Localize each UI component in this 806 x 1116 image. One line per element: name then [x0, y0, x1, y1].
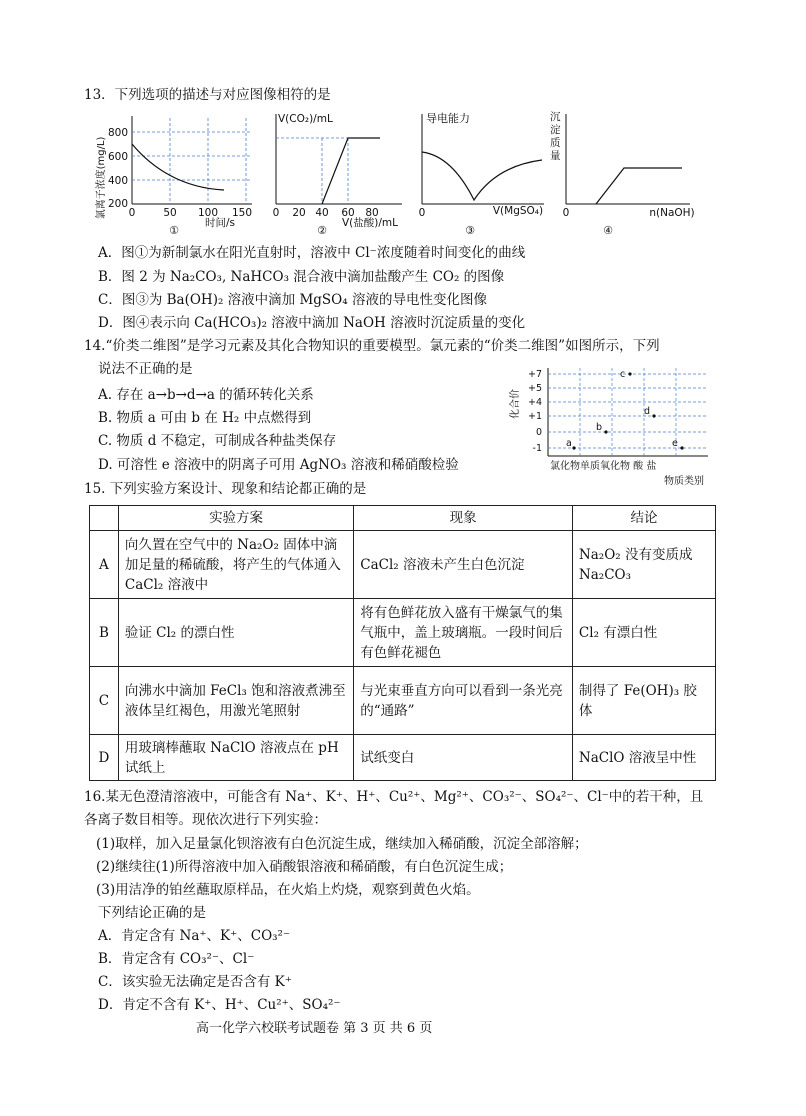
- q14-option-c: C. 物质 d 不稳定，可制成各种盐类保存: [98, 433, 337, 449]
- q16-stem-line2: 各离子数目相等。现依次进行下列实验：: [84, 812, 327, 828]
- row-key: A: [90, 531, 119, 599]
- graph1-ytick: 800: [107, 127, 128, 139]
- chart-point-label: d: [644, 406, 651, 417]
- chart-point-a: [572, 446, 575, 449]
- chart-point-label: c: [620, 369, 626, 380]
- table-row: [90, 667, 716, 735]
- chart-ytick: +4: [527, 397, 542, 408]
- q13-stem: 13．下列选项的描述与对应图像相符的是: [84, 87, 331, 103]
- q16-stem-line1: 16.某无色澄清溶液中，可能含有 Na⁺、K⁺、H⁺、Cu²⁺、Mg²⁺、CO₃²⁻、SO₄²⁻、Cl⁻中的若干种，且: [84, 789, 704, 805]
- graph2-xlabel: V(盐酸)/mL: [342, 217, 398, 229]
- graph2-ylabel: V(CO₂)/mL: [278, 113, 333, 125]
- q15-stem: 15. 下列实验方案设计、现象和结论都正确的是: [84, 481, 367, 497]
- chart-ytick: 0: [535, 427, 542, 438]
- q13-option-a: A．图①为新制氯水在阳光直射时，溶液中 Cl⁻浓度随着时间变化的曲线: [98, 245, 526, 261]
- row-conclusion: 制得了 Fe(OH)₃ 胶体: [572, 667, 715, 735]
- graph2-xtick: 60: [341, 207, 355, 219]
- q16-step-3: (3)用洁净的铂丝蘸取原样品，在火焰上灼烧，观察到黄色火焰。: [96, 882, 480, 898]
- row-plan: 向久置在空气中的 Na₂O₂ 固体中滴加足量的稀硫酸，将产生的气体通入 CaCl₂ 溶液中: [118, 531, 353, 599]
- graph4-ylabel-char: 淀: [550, 124, 561, 136]
- q16-option-a: A．肯定含有 Na⁺、K⁺、CO₃²⁻: [98, 928, 291, 944]
- graph4-origin: 0: [562, 207, 570, 219]
- graph1-xtick: 0: [128, 207, 136, 219]
- graph1-ytick: 600: [107, 151, 128, 163]
- q14-option-a: A. 存在 a→b→d→a 的循环转化关系: [98, 387, 314, 403]
- chart-ytick: +5: [527, 383, 542, 394]
- graph1-xtick: 50: [163, 207, 177, 219]
- q13-option-c: C．图③为 Ba(OH)₂ 溶液中滴加 MgSO₄ 溶液的导电性变化图像: [98, 292, 487, 308]
- graph2-xtick: 0: [272, 207, 280, 219]
- row-conclusion: NaClO 溶液呈中性: [572, 735, 715, 781]
- q14-stem-line2: 说法不正确的是: [98, 361, 193, 377]
- graph4-ylabel-char: 量: [550, 150, 561, 162]
- graph1-ytick: 200: [107, 198, 128, 210]
- q13-option-d: D．图④表示向 Ca(HCO₃)₂ 溶液中滴加 NaOH 溶液时沉淀质量的变化: [98, 315, 526, 331]
- q16-step-1: (1)取样，加入足量氯化钡溶液有白色沉淀生成，继续加入稀硝酸，沉淀全部溶解；: [96, 836, 588, 852]
- q16-option-d: D．肯定不含有 K⁺、H⁺、Cu²⁺、SO₄²⁻: [98, 997, 341, 1013]
- q16-option-c: C．该实验无法确定是否含有 K⁺: [98, 974, 292, 990]
- chart-ytick: -1: [532, 443, 542, 454]
- q13-graph-4: [544, 108, 704, 236]
- graph4-xlabel: n(NaOH): [649, 207, 695, 219]
- graph2-xtick: 80: [365, 207, 379, 219]
- row-conclusion: Cl₂ 有漂白性: [572, 599, 715, 667]
- chart-ytick: +1: [527, 411, 542, 422]
- q15-table: [89, 505, 716, 781]
- chart-xcats: 氯化物单质氧化物 酸 盐: [550, 461, 657, 472]
- header-phenomenon: 现象: [354, 506, 573, 531]
- chart-xtitle: 物质类别: [664, 476, 704, 487]
- graph1-xtick: 100: [197, 207, 219, 219]
- chart-point-label: b: [596, 422, 603, 433]
- table-row: [90, 531, 716, 599]
- q13-graph-1: [92, 108, 257, 236]
- chart-point-e: [680, 446, 683, 449]
- chart-point-d: [652, 414, 655, 417]
- graph4-ylabel-char: 质: [550, 137, 561, 149]
- header-cell-blank: [90, 506, 119, 531]
- chart-point-label: a: [566, 438, 572, 449]
- chart-point-b: [604, 430, 607, 433]
- q14-option-b: B. 物质 a 可由 b 在 H₂ 中点燃得到: [98, 410, 312, 426]
- header-conclusion: 结论: [572, 506, 715, 531]
- graph3-origin: 0: [418, 207, 426, 219]
- q14-stem-line1: 14.“价类二维图”是学习元素及其化合物知识的重要模型。氯元素的“价类二维图”如图所示，下列: [84, 338, 660, 354]
- q16-prompt: 下列结论正确的是: [98, 905, 206, 921]
- chart-ytick: +7: [527, 369, 542, 380]
- graph2-number: ②: [317, 224, 327, 236]
- row-key: B: [90, 599, 119, 667]
- graph1-xlabel: 时间/s: [204, 217, 236, 229]
- page-footer: 高一化学六校联考试题卷 第 3 页 共 6 页: [196, 1021, 433, 1036]
- row-plan: 用玻璃棒蘸取 NaClO 溶液点在 pH 试纸上: [118, 735, 353, 781]
- q16-option-b: B．肯定含有 CO₃²⁻、Cl⁻: [98, 951, 255, 967]
- q14-option-d: D. 可溶性 e 溶液中的阴离子可用 AgNO₃ 溶液和稀硝酸检验: [98, 457, 459, 473]
- graph3-ylabel: 导电能力: [426, 112, 470, 125]
- chart-point-label: e: [672, 438, 678, 449]
- row-phenomenon: 将有色鲜花放入盛有干燥氯气的集气瓶中，盖上玻璃瓶。一段时间后有色鲜花褪色: [354, 599, 573, 667]
- row-plan: 验证 Cl₂ 的漂白性: [118, 599, 353, 667]
- graph1-ytick: 400: [107, 175, 128, 187]
- q14-valence-chart: [508, 364, 718, 488]
- graph1-number: ①: [169, 224, 179, 236]
- table-row: [90, 599, 716, 667]
- graph1-xtick: 150: [231, 207, 253, 219]
- graph3-xlabel: V(MgSO₄): [492, 205, 544, 217]
- row-key: D: [90, 735, 119, 781]
- q16-step-2: (2)继续往(1)所得溶液中加入硝酸银溶液和稀硝酸，有白色沉淀生成；: [96, 859, 513, 875]
- graph3-number: ③: [465, 224, 475, 236]
- row-conclusion: Na₂O₂ 没有变质成 Na₂CO₃: [572, 531, 715, 599]
- q13-option-b: B．图 2 为 Na₂CO₃, NaHCO₃ 混合液中滴加盐酸产生 CO₂ 的图像: [98, 269, 505, 285]
- table-row: [90, 735, 716, 781]
- graph1-ylabel: 氯离子浓度(mg/L): [96, 136, 107, 220]
- row-phenomenon: CaCl₂ 溶液未产生白色沉淀: [354, 531, 573, 599]
- graph4-ylabel-char: 沉: [550, 111, 561, 123]
- row-plan: 向沸水中滴加 FeCl₃ 饱和溶液煮沸至液体呈红褐色，用激光笔照射: [118, 667, 353, 735]
- header-plan: 实验方案: [118, 506, 353, 531]
- table-header-row: [90, 506, 716, 531]
- graph2-xtick: 20: [292, 207, 306, 219]
- chart-point-c: [628, 372, 631, 375]
- graph2-xtick: 40: [315, 207, 329, 219]
- row-phenomenon: 试纸变白: [354, 735, 573, 781]
- q13-graph-3: [412, 108, 552, 236]
- chart-ylabel: 化合价: [510, 389, 521, 419]
- q13-graph-2: [262, 108, 412, 236]
- row-key: C: [90, 667, 119, 735]
- row-phenomenon: 与光束垂直方向可以看到一条光亮的“通路”: [354, 667, 573, 735]
- graph4-number: ④: [603, 224, 613, 236]
